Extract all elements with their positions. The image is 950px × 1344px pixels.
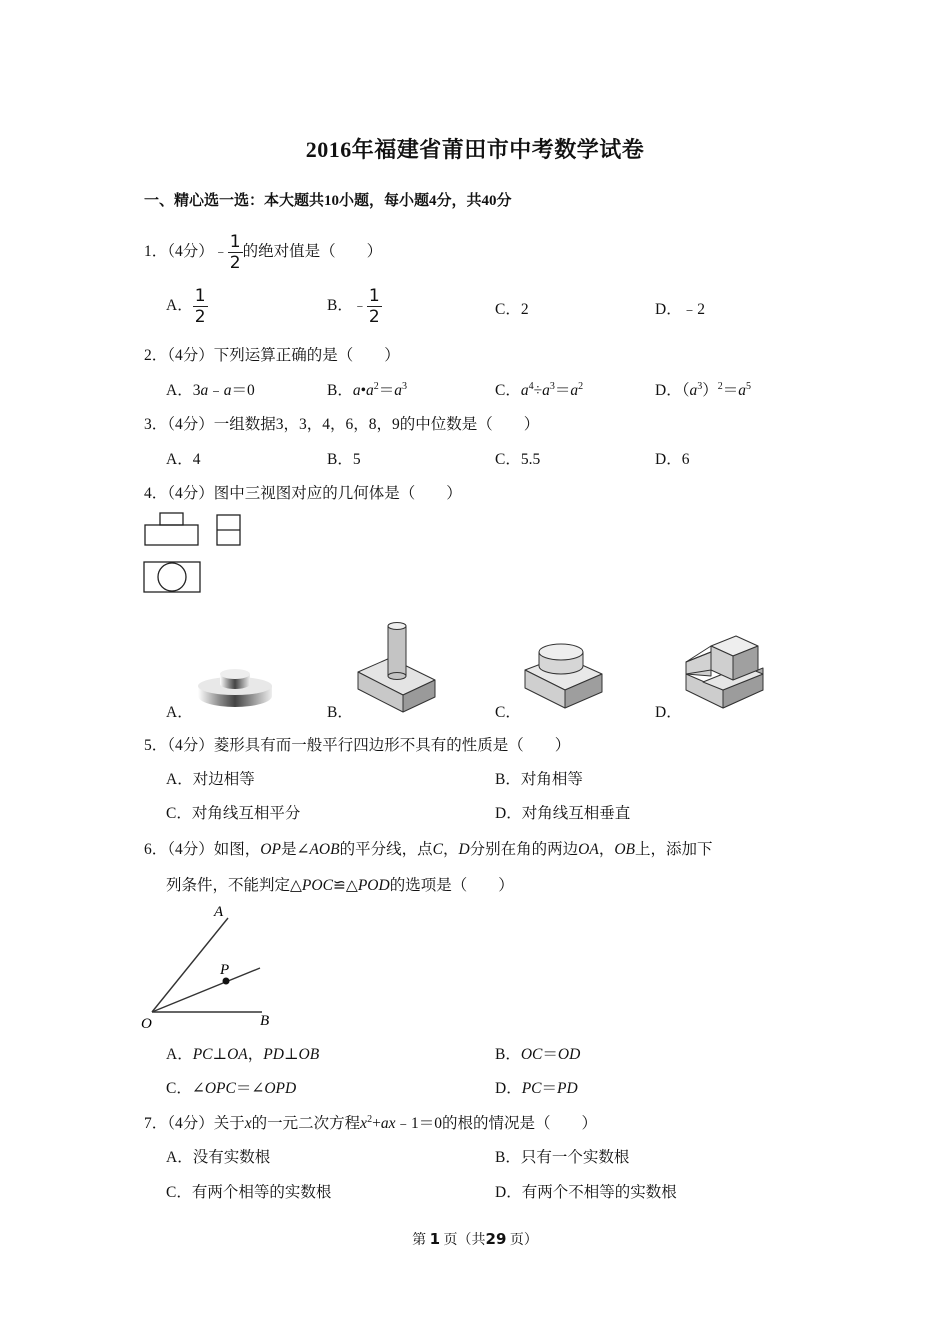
math-variable: x (360, 1115, 368, 1132)
text: 的平分线，点 (339, 841, 433, 858)
option-letter: D． (655, 382, 682, 399)
q2-option-a (166, 378, 255, 400)
text: ﹣1＝0的根的情况是（ ） (395, 1115, 597, 1132)
option-letter: B． (495, 1046, 521, 1063)
math-variable: OB (614, 841, 636, 858)
math-text: ∠ (191, 1080, 205, 1097)
math-variable: a (200, 382, 209, 399)
q1-option-b (327, 286, 382, 327)
fraction-denominator: 2 (229, 253, 241, 273)
q3-option-c: C．5.5 (495, 451, 541, 468)
fraction-numerator: 1 (229, 232, 241, 252)
math-variable: a (738, 382, 746, 399)
question-1-text: 的绝对值是（ ） (242, 243, 383, 261)
question-2: 2．（4分）下列运算正确的是（ ） (144, 347, 400, 364)
math-exponent: 3 (549, 381, 555, 392)
q7-option-b: B．只有一个实数根 (495, 1149, 630, 1166)
footer-text: 第 (412, 1233, 427, 1248)
math-variable: a (689, 382, 698, 399)
label-o: O (141, 1016, 152, 1032)
math-variable: a (223, 382, 232, 399)
text: 的一元二次方程 (251, 1115, 361, 1132)
math-variable: OA (227, 1046, 248, 1063)
math-text: ＝ (542, 1046, 558, 1063)
q4-option-c: C． (495, 704, 521, 721)
fraction-denominator: 2 (368, 307, 380, 327)
q6-option-d (495, 1076, 578, 1098)
section-heading: 一、精心选一选：本大题共10小题，每小题4分，共40分 (144, 193, 512, 209)
ray-oa (152, 918, 228, 1012)
text: 是∠ (280, 841, 310, 858)
q7-option-a: A．没有实数根 (166, 1149, 271, 1166)
text: ≌△ (332, 877, 358, 894)
text: ， (598, 841, 615, 858)
q1-option-a (166, 286, 208, 327)
math-variable: OP (260, 841, 281, 858)
math-exponent: 2 (373, 381, 379, 392)
fraction-numerator: 1 (194, 286, 206, 306)
option-neg: ﹣ (352, 298, 367, 315)
math-exponent: 4 (528, 381, 534, 392)
q6-option-a (166, 1042, 319, 1064)
q7-option-d: D．有两个不相等的实数根 (495, 1184, 677, 1201)
math-variable: PC (192, 1046, 213, 1063)
math-text: ＝ (541, 1080, 558, 1097)
q1-option-c: C．2 (495, 301, 529, 318)
math-variable: OB (298, 1046, 320, 1063)
math-text: ＝ (378, 382, 395, 399)
math-variable: a (394, 382, 403, 399)
math-variable: a (542, 382, 550, 399)
option-letter: B． (327, 297, 353, 315)
math-text: ＝0 (231, 382, 255, 399)
q4-option-b: B． (327, 704, 353, 721)
math-variable: OC (520, 1046, 543, 1063)
math-variable: a (570, 382, 579, 399)
page-number: 1 (429, 1230, 441, 1248)
q4-solid-b (355, 620, 440, 715)
math-variable: ax (380, 1115, 396, 1132)
option-letter: C． (495, 382, 521, 399)
math-exponent: 5 (746, 381, 751, 392)
math-text: （ (681, 382, 690, 399)
q4-option-d: D． (655, 704, 682, 721)
question-1-number: 1．（4分） (144, 243, 214, 261)
angle-bisector-figure (140, 902, 280, 1032)
top-view (144, 562, 200, 592)
text: + (372, 1115, 381, 1132)
math-exponent: 2 (717, 381, 723, 392)
q2-option-c (495, 378, 583, 400)
page-title: 2016年福建省莆田市中考数学试卷 (305, 137, 645, 162)
math-text: 3 (192, 382, 201, 399)
math-variable: PD (263, 1046, 284, 1063)
q1-option-d: D．﹣2 (655, 301, 705, 318)
math-text: ⊥ (212, 1046, 228, 1063)
q3-option-b: B．5 (327, 451, 361, 468)
label-a: A (214, 904, 224, 920)
math-text: ） (702, 382, 718, 399)
math-exponent: 2 (578, 381, 584, 392)
option-letter: B． (327, 382, 353, 399)
option-fraction (367, 286, 382, 327)
footer-text: 页） (509, 1233, 538, 1248)
q2-option-b (327, 378, 407, 400)
math-exponent: 3 (697, 381, 703, 392)
math-text: ﹣ (208, 382, 224, 399)
label-p: P (220, 962, 230, 978)
math-variable: OD (557, 1046, 581, 1063)
text: 列条件，不能判定△ (166, 877, 302, 894)
question-6-line-2 (166, 873, 514, 895)
option-letter: D． (495, 1080, 522, 1097)
math-text: ＝ (722, 382, 739, 399)
question-1 (144, 232, 382, 273)
option-letter: A． (166, 382, 193, 399)
math-exponent: 3 (402, 381, 408, 392)
math-variable: AOB (309, 841, 340, 858)
footer-text: 页（共 (443, 1233, 486, 1248)
q6-option-c (166, 1076, 296, 1098)
question-1-fraction (228, 232, 243, 273)
q4-solid-a (195, 664, 275, 714)
ray-op (152, 968, 260, 1012)
q2-option-d (655, 378, 751, 400)
option-fraction (193, 286, 208, 327)
math-variable: OA (578, 841, 599, 858)
question-6-line-1 (144, 837, 713, 859)
math-variable: a (352, 382, 361, 399)
option-letter: A． (166, 297, 193, 315)
math-text: ＝ (554, 382, 571, 399)
text: 7．（4分）关于 (144, 1115, 245, 1132)
math-text: ⊥ (283, 1046, 299, 1063)
text: 6．（4分）如图， (144, 841, 261, 858)
q4-option-a: A． (166, 704, 193, 721)
math-variable: OPD (264, 1080, 297, 1097)
text: 分别在角的两边 (469, 841, 579, 858)
math-exponent: 2 (367, 1114, 373, 1125)
math-text: ＝∠ (235, 1080, 265, 1097)
q4-solid-c (522, 640, 607, 715)
math-variable: OPC (204, 1080, 236, 1097)
math-variable: POC (301, 877, 333, 894)
q5-option-b: B．对角相等 (495, 771, 583, 788)
math-variable: D (458, 841, 470, 858)
math-variable: x (244, 1115, 252, 1132)
q5-option-d: D．对角线互相垂直 (495, 805, 631, 822)
top-view-circle (158, 563, 186, 591)
math-variable: a (366, 382, 374, 399)
page-total: 29 (485, 1230, 507, 1248)
math-text: ， (247, 1046, 264, 1063)
fraction-denominator: 2 (194, 307, 206, 327)
q6-option-b (495, 1042, 580, 1064)
option-letter: A． (166, 1046, 193, 1063)
math-text: • (360, 382, 367, 399)
fraction-numerator: 1 (368, 286, 380, 306)
front-view-top (160, 513, 183, 525)
math-text: ÷ (533, 382, 543, 399)
math-variable: PD (557, 1080, 578, 1097)
question-7 (144, 1111, 597, 1133)
label-b: B (260, 1013, 270, 1029)
q3-option-d: D．6 (655, 451, 690, 468)
question-5: 5．（4分）菱形具有而一般平行四边形不具有的性质是（ ） (144, 737, 571, 754)
question-3: 3．（4分）一组数据3，3，4，6，8，9的中位数是（ ） (144, 416, 540, 433)
text: 上，添加下 (635, 841, 713, 858)
three-view-figure (142, 510, 252, 600)
q5-option-a: A．对边相等 (166, 771, 255, 788)
math-variable: PC (521, 1080, 542, 1097)
point-p (223, 978, 230, 985)
math-variable: a (520, 382, 529, 399)
question-1-neg: ﹣ (213, 244, 228, 261)
q7-option-c: C．有两个相等的实数根 (166, 1184, 332, 1201)
q4-solid-d (683, 632, 768, 712)
math-variable: C (432, 841, 443, 858)
text: 的选项是（ ） (389, 877, 514, 894)
q3-option-a: A．4 (166, 451, 201, 468)
math-variable: POD (357, 877, 390, 894)
question-4: 4．（4分）图中三视图对应的几何体是（ ） (144, 485, 462, 502)
text: ， (442, 841, 459, 858)
option-letter: C． (166, 1080, 192, 1097)
page-footer (0, 1229, 950, 1249)
front-view-base (145, 525, 198, 545)
q5-option-c: C．对角线互相平分 (166, 805, 301, 822)
